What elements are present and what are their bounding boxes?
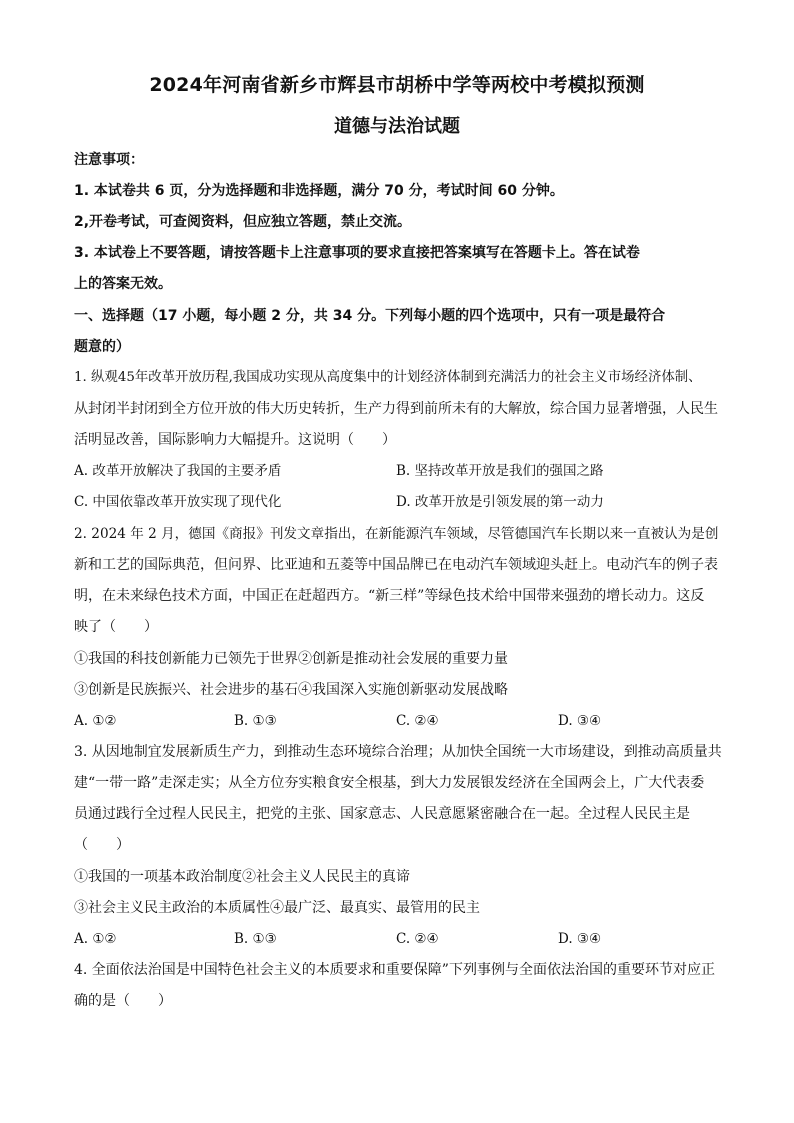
q2-option-a: A. ①② (74, 713, 117, 729)
q1-stem-line-2: 从封闭半封闭到全方位开放的伟大历史转折，生产力得到前所未有的大解放，综合国力显著增强，人民生 (74, 401, 718, 417)
q3-option-b: B. ①③ (234, 931, 277, 947)
q2-option-d: D. ③④ (558, 713, 602, 729)
section-heading-line-2: 题意的） (74, 339, 130, 355)
section-heading-line-1: 一、选择题（17 小题，每小题 2 分，共 34 分。下列每小题的四个选项中，只有一项是最符合 (74, 308, 666, 324)
q2-statements-line-1: ①我国的科技创新能力已领先于世界②创新是推动社会发展的重要力量 (74, 651, 508, 667)
q2-option-c: C. ②④ (396, 713, 439, 729)
q3-stem-line-4: （ ） (74, 837, 130, 853)
q1-option-a: A. 改革开放解决了我国的主要矛盾 (74, 463, 282, 479)
q4-stem-line-2: 确的是（ ） (74, 993, 172, 1009)
note-3-line-1: 3. 本试卷上不要答题，请按答题卡上注意事项的要求直接把答案填写在答题卡上。答在试卷 (74, 245, 640, 261)
q4-stem-line-1: 4. 全面依法治国是中国特色社会主义的本质要求和重要保障”下列事例与全面依法治国的重要环节对应正 (74, 962, 715, 978)
notes-heading: 注意事项： (74, 152, 144, 168)
q3-option-d: D. ③④ (558, 931, 602, 947)
q2-stem-line-3: 明，在未来绿色技术方面，中国正在赶超西方。“新三样”等绿色技术给中国带来强劲的增长动力。这反 (74, 588, 705, 604)
exam-title: 2024年河南省新乡市辉县市胡桥中学等两校中考模拟预测 (149, 74, 645, 96)
q1-option-b: B. 坚持改革开放是我们的强国之路 (396, 463, 604, 479)
q3-statements-line-1: ①我国的一项基本政治制度②社会主义人民民主的真谛 (74, 869, 410, 885)
note-3-line-2: 上的答案无效。 (74, 276, 172, 292)
q3-option-c: C. ②④ (396, 931, 439, 947)
q2-stem-line-1: 2. 2024 年 2 月，德国《商报》刊发文章指出，在新能源汽车领域，尽管德国汽车长期以来一直被认为是创 (74, 526, 719, 542)
q3-stem-line-3: 员通过践行全过程人民民主，把党的主张、国家意志、人民意愿紧密融合在一起。全过程人民民主是 (74, 806, 690, 822)
q2-stem-line-2: 新和工艺的国际典范，但问界、比亚迪和五菱等中国品牌已在电动汽车领域迎头赶上。电动汽车的例子表 (74, 557, 718, 573)
q1-option-c: C. 中国依靠改革开放实现了现代化 (74, 494, 282, 510)
q1-option-d: D. 改革开放是引领发展的第一动力 (396, 494, 604, 510)
q3-stem-line-1: 3. 从因地制宜发展新质生产力，到推动生态环境综合治理；从加快全国统一大市场建设，到推动高质量共 (74, 744, 722, 760)
q3-option-a: A. ①② (74, 931, 117, 947)
q1-stem-line-1: 1. 纵观45年改革开放历程,我国成功实现从高度集中的计划经济体制到充满活力的社会主义市场经济体制、 (74, 370, 702, 385)
q2-statements-line-2: ③创新是民族振兴、社会进步的基石④我国深入实施创新驱动发展战略 (74, 682, 508, 698)
q2-option-b: B. ①③ (234, 713, 277, 729)
q1-stem-line-3: 活明显改善，国际影响力大幅提升。这说明（ ） (74, 432, 396, 448)
note-1: 1. 本试卷共 6 页，分为选择题和非选择题，满分 70 分，考试时间 60 分钟。 (74, 183, 564, 199)
exam-subtitle: 道德与法治试题 (334, 116, 460, 137)
note-2: 2,开卷考试，可查阅资料，但应独立答题，禁止交流。 (74, 214, 412, 230)
q3-stem-line-2: 建“一带一路”走深走实；从全方位夯实粮食安全根基，到大力发展银发经济在全国两会上，广大代表委 (74, 775, 705, 791)
q2-stem-line-4: 映了（ ） (74, 619, 158, 635)
q3-statements-line-2: ③社会主义民主政治的本质属性④最广泛、最真实、最管用的民主 (74, 900, 480, 916)
